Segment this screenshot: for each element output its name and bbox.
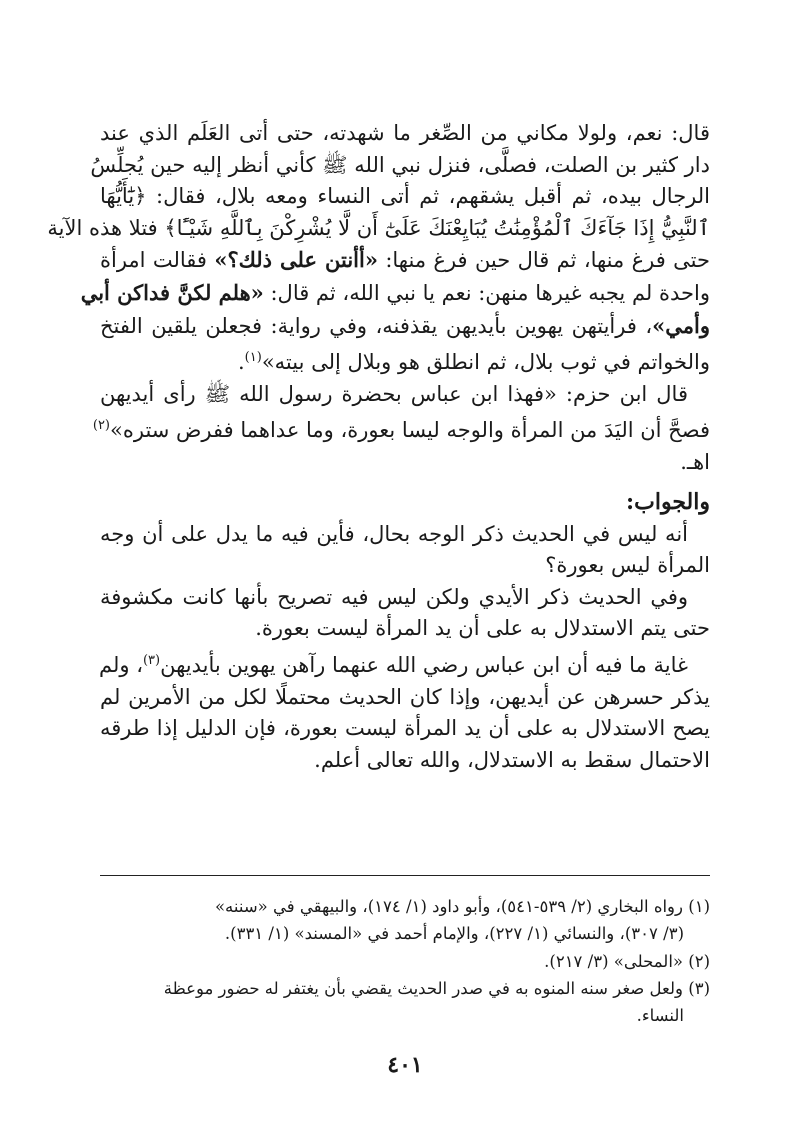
text-line — [100, 645, 710, 682]
footnote-line: (١) رواه البخاري (٢/ ٥٣٩-٥٤١)، وأبو داود (١/ ١٧٤)، والبيهقي في «سننه» — [214, 897, 710, 916]
footnote-line: (٣/ ٣٠٧)، والنسائي (١/ ٢٢٧)، والإمام أحمد في «المسند» (١/ ٣٣١). — [224, 924, 684, 944]
text-line: اهـ. — [680, 449, 710, 474]
footnote-line: (٣) ولعل صغر سنه المنوه به في صدر الحديث يقضي بأن يغتفر له حضور موعظة — [163, 978, 710, 998]
footnotes — [100, 893, 710, 1029]
footnote-ref: (١) — [244, 350, 262, 366]
answer-heading: والجواب: — [626, 488, 710, 515]
text-line: يذكر حسرهن عن أيديهن، وإذا كان الحديث محتملًا لكل من الأمرين لم — [100, 684, 710, 709]
text-line: يصح الاستدلال به على أن يد المرأة ليست بعورة، فإن الدليل إذا طرقه — [100, 716, 710, 741]
text-span: والخواتم في ثوب بلال، ثم انطلق هو وبلال إلى بيته» — [261, 350, 710, 375]
text-line — [100, 310, 710, 343]
text-line: والخواتم في ثوب بلال، ثم انطلق هو وبلال إلى بيته»$^{(١)}$. — [237, 350, 710, 375]
text-line — [100, 244, 710, 277]
text-span: فقالت امرأة — [100, 248, 207, 273]
text-line: الرجال بيده، ثم أقبل يشقهم، ثم أتى النساء ومعه بلال، فقال: ﴿يَٰٓأَيُّهَا — [100, 184, 710, 209]
text-line: المرأة ليس بعورة؟ — [545, 553, 710, 578]
text-line: الاحتمال سقط به الاستدلال، والله تعالى أعلم. — [314, 747, 710, 772]
text-line: أنه ليس في الحديث ذكر الوجه بحال، فأين فيه ما يدل على أن وجه — [100, 521, 688, 546]
text-span: ، فرأيتهن يهوين بأيديهن يقذفنه، وفي رواية: فجعلن يلقين الفتخ — [100, 313, 653, 338]
footnote-ref: (٣) — [142, 652, 161, 668]
bold-quote: «أأنتن على ذلك؟» — [214, 247, 378, 273]
bold-quote: «هلم لكنَّ فداكن أبي — [80, 279, 264, 305]
text-line: دار كثير بن الصلت، فصلَّى، فنزل نبي الله ﷺ كأني أنظر إليه حين يُجلِّسُ — [90, 152, 710, 177]
text-line: حتى يتم الاستدلال به على أن يد المرأة ليست بعورة. — [255, 616, 710, 641]
page-number: ٤٠١ — [387, 1052, 423, 1078]
text-line: قال ابن حزم: «فهذا ابن عباس بحضرة رسول الله ﷺ رأى أيديهن — [100, 381, 688, 406]
footnote-ref: (٢) — [92, 418, 110, 434]
text-span: غاية ما فيه أن ابن عباس رضي الله عنهما رآهن يهوين بأيديهن — [160, 652, 688, 677]
text-line: وفي الحديث ذكر الأيدي ولكن ليس فيه تصريح بأنها كانت مكشوفة — [100, 584, 688, 609]
text-span: فصحَّ أن اليَدَ من المرأة والوجه ليسا بعورة، وما عداهما ففرض ستره» — [110, 418, 710, 443]
footnote-line: النساء. — [636, 1006, 684, 1026]
text-span: حتى فرغ منها، ثم قال حين فرغ منها: — [385, 248, 710, 273]
text-line: قال: نعم، ولولا مكاني من الصِّغر ما شهدته، حتى أتى العَلَم الذي عند — [100, 121, 710, 145]
text-line — [92, 410, 710, 447]
main-text — [47, 118, 710, 776]
bold-quote: وأمي» — [652, 312, 710, 338]
text-span: ، ولم — [99, 652, 143, 677]
text-line — [80, 277, 710, 310]
footnote-divider — [100, 875, 710, 876]
text-span: واحدة لم يجبه غيرها منهن: نعم يا نبي الله، ثم قال: — [270, 280, 710, 305]
footnote-line: (٢) «المحلى» (٣/ ٢١٧). — [544, 951, 710, 971]
quran-verse-line: ٱلنَّبِيُّ إِذَا جَآءَكَ ٱلْمُؤْمِنَٰتُ يُبَايِعْنَكَ عَلَىٰٓ أَن لَّا يُشْرِكْنَ بِٱللَّهِ شَيْـًٔا﴾ فتلا هذه الآية — [47, 215, 710, 240]
